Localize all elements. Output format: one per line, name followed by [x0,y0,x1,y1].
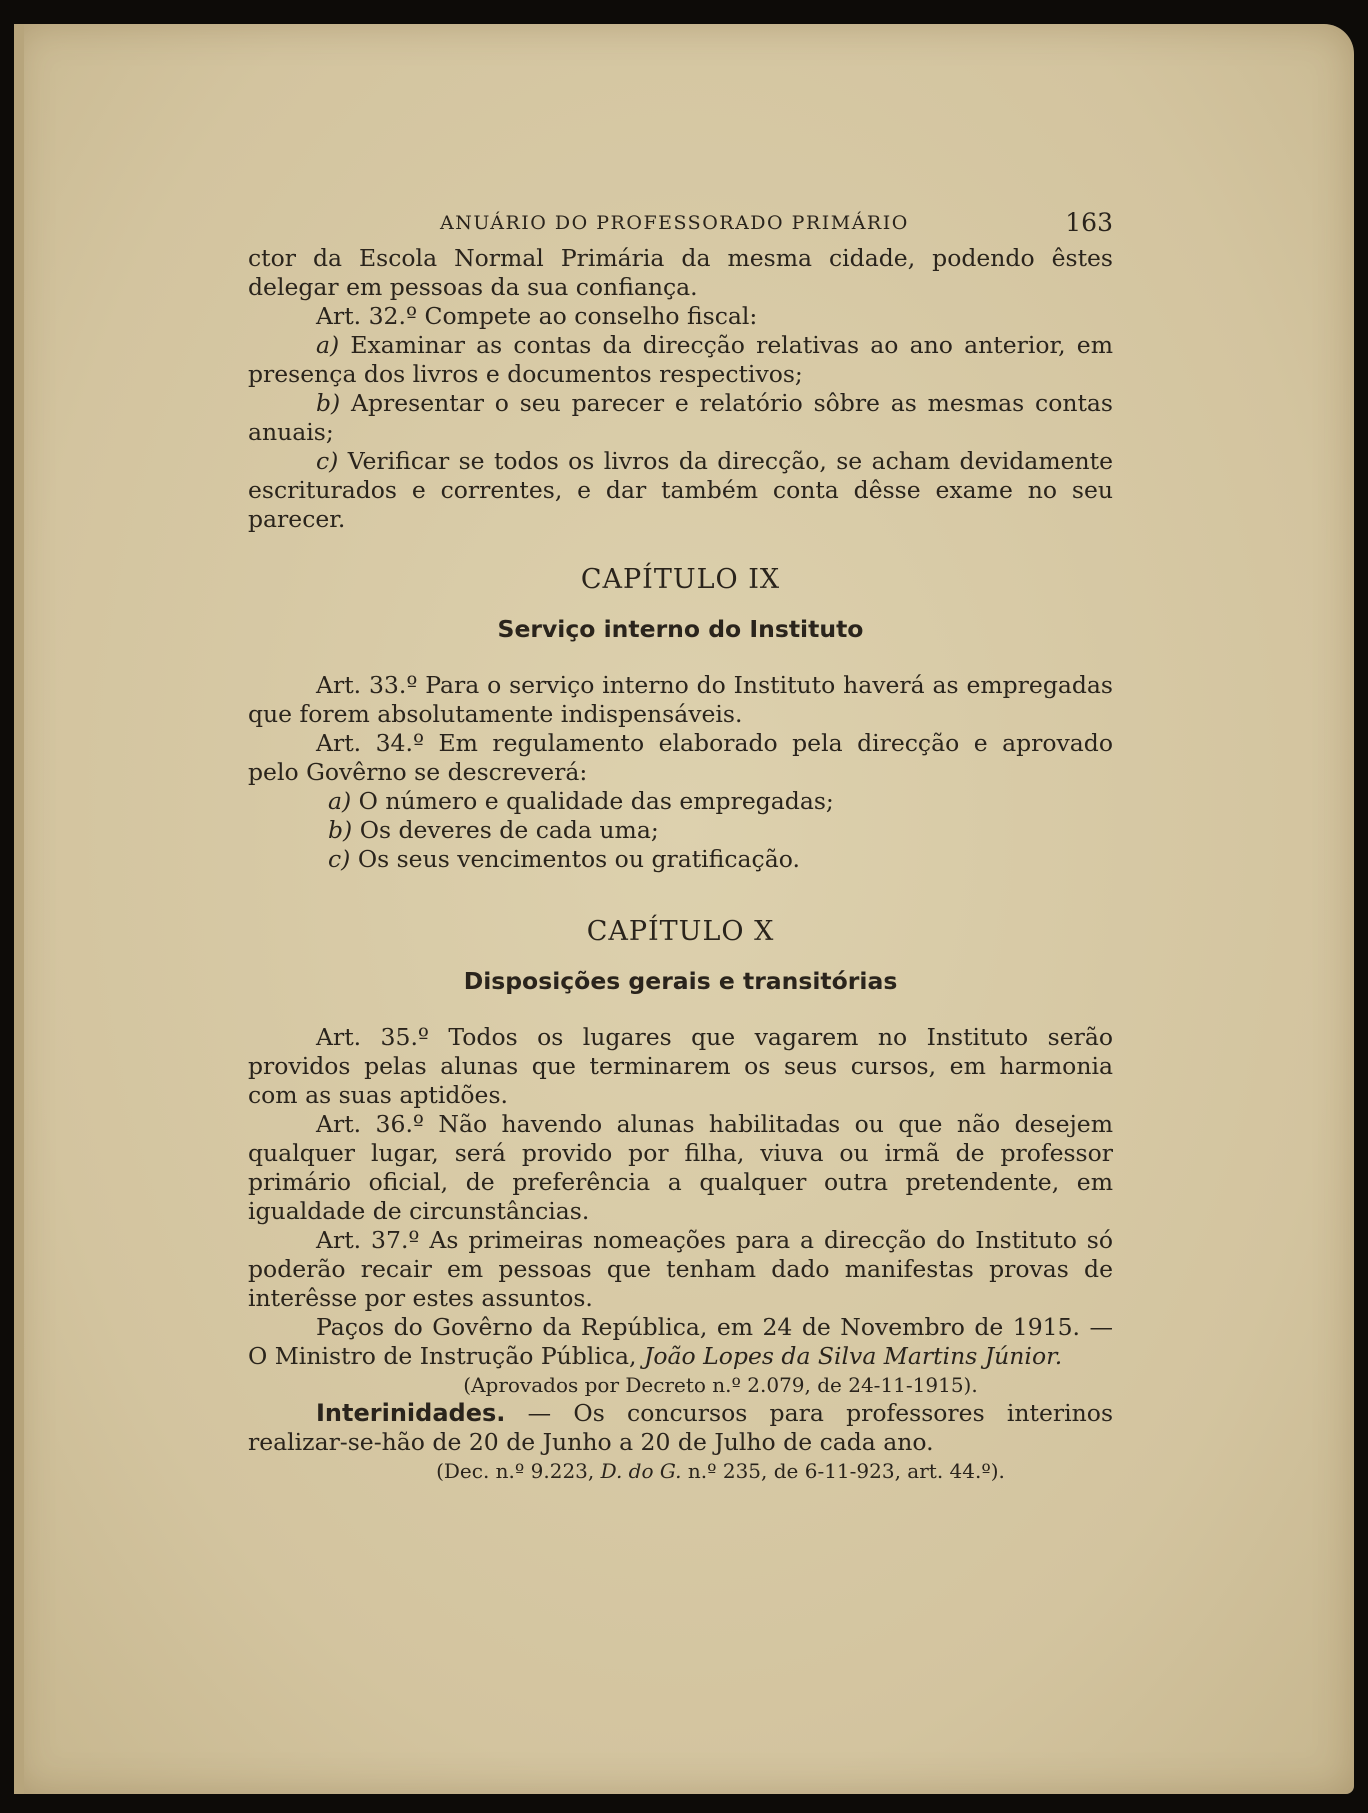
article-35: Art. 35.º Todos os lugares que vagarem no Instituto serão providos pelas alunas que terminarem os seus cursos, em harmonia com as suas aptidões. [248,1023,1113,1109]
item-letter: a) [316,331,340,359]
article-32: Art. 32.º Compete ao conselho fiscal: [316,302,758,330]
article-37: Art. 37.º As primeiras nomeações para a direcção do Instituto só poderão recair em pessoas que tenham dado manifestas provas de interêsse por estes assuntos. [248,1226,1113,1312]
interinidades-heading: Interinidades. [316,1399,506,1427]
article-34-item-b: b) Os deveres de cada uma; [328,816,659,844]
article-34: Art. 34.º Em regulamento elaborado pela direcção e aprovado pelo Govêrno se descreverá: [248,729,1113,786]
item-letter: c) [316,447,339,475]
chapter-9-subtitle: Serviço interno do Instituto [497,615,864,643]
decree-reference: (Dec. n.º 9.223, D. do G. n.º 235, de 6-11-923, art. 44.º). [436,1459,1005,1483]
article-32-item-a: a) Examinar as contas da direcção relativas ao ano anterior, em presença dos livros e documentos respectivos; [248,331,1113,388]
item-letter: c) [328,845,351,873]
page-binding-edge [14,24,24,1794]
page-number: 163 [1065,208,1113,237]
item-letter: a) [328,787,352,815]
article-32-item-b: b) Apresentar o seu parecer e relatório sôbre as mesmas contas anuais; [248,389,1113,446]
paragraph-continuation: ctor da Escola Normal Primária da mesma cidade, podendo êstes delegar em pessoas da sua confiança. [248,244,1113,301]
item-letter: b) [328,816,353,844]
article-34-item-a: a) O número e qualidade das empregadas; [328,787,834,815]
chapter-10-subtitle: Disposições gerais e transitórias [463,967,898,995]
chapter-9-title: CAPÍTULO IX [580,564,781,595]
item-letter: b) [316,389,341,417]
chapter-10-title: CAPÍTULO X [586,916,775,947]
article-34-item-c: c) Os seus vencimentos ou gratificação. [328,845,800,873]
interinidades-paragraph: Interinidades. — Os concursos para professores interinos realizar-se-hão de 20 de Junho a 20 de Julho de cada ano. [248,1399,1113,1456]
page-content [248,204,1113,1485]
book-page [14,24,1354,1794]
running-title: ANUÁRIO DO PROFESSORADO PRIMÁRIO [440,212,909,234]
article-33: Art. 33.º Para o serviço interno do Instituto haverá as empregadas que forem absolutamente indispensáveis. [248,671,1113,728]
closing-paragraph: Paços do Govêrno da República, em 24 de Novembro de 1915. — O Ministro de Instrução Pública, João Lopes da Silva Martins Júnior. [248,1313,1113,1370]
approval-note: (Aprovados por Decreto n.º 2.079, de 24-11-1915). [463,1373,978,1397]
running-header [248,204,1113,244]
minister-signature: João Lopes da Silva Martins Júnior. [643,1342,1063,1370]
article-36: Art. 36.º Não havendo alunas habilitadas ou que não desejem qualquer lugar, será provido por filha, viuva ou irmã de professor primário oficial, de preferência a qualquer outra pretendente, em igualdade de circunstâncias. [248,1110,1113,1225]
article-32-item-c: c) Verificar se todos os livros da direcção, se acham devidamente escriturados e correntes, e dar também conta dêsse exame no seu parecer. [248,447,1113,533]
